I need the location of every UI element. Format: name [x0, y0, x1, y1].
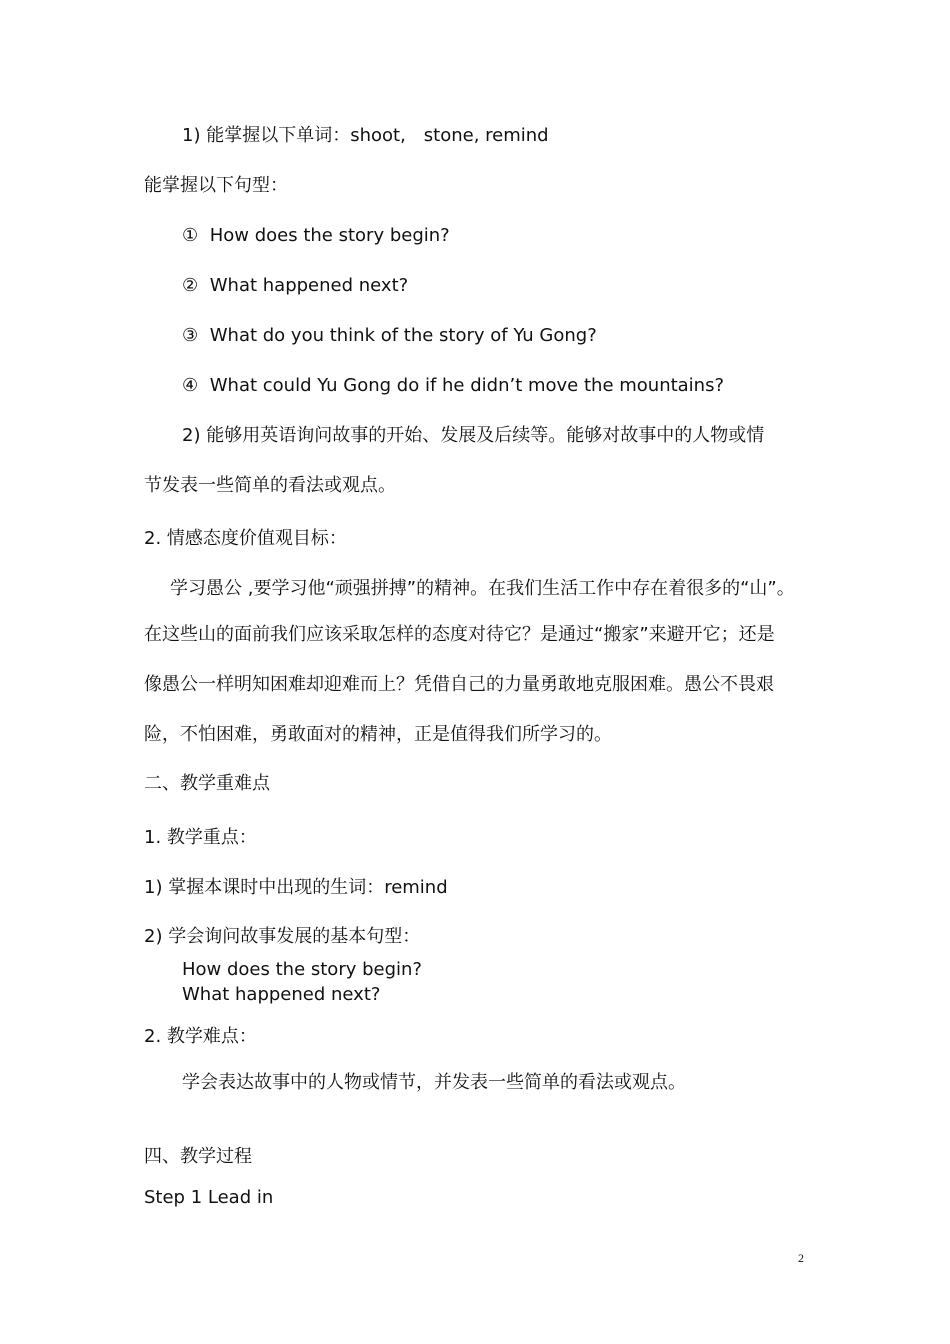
question-item-2: [182, 274, 408, 298]
teaching-key-heading: 1. 教学重点：: [144, 827, 257, 848]
circled-number-3: ③: [182, 325, 199, 346]
question-text-3: What do you think of the story of Yu Gong?: [209, 325, 597, 346]
circled-number-2: ②: [182, 275, 199, 296]
question-item-4: [182, 374, 724, 398]
sentence-pattern-heading: 能掌握以下句型：: [144, 175, 288, 196]
page-number: 2: [798, 1251, 804, 1265]
ability-objective-line-2: 节发表一些简单的看法或观点。: [144, 475, 396, 496]
emotion-objective-heading: 2. 情感态度价值观目标：: [144, 528, 347, 549]
emotion-paragraph-line-2: 在这些山的面前我们应该采取怎样的态度对待它？是通过“搬家”来避开它；还是: [144, 624, 775, 645]
emotion-paragraph-line-4: 险，不怕困难，勇敢面对的精神，正是值得我们所学习的。: [144, 724, 612, 745]
teaching-difficulty-text: 学会表达故事中的人物或情节，并发表一些简单的看法或观点。: [182, 1072, 686, 1093]
step-1-heading: Step 1 Lead in: [144, 1187, 274, 1208]
teaching-difficulty-heading: 2. 教学难点：: [144, 1026, 257, 1047]
question-text-1: How does the story begin?: [209, 225, 450, 246]
question-item-3: [182, 324, 597, 348]
ability-objective-line-1: 2) 能够用英语询问故事的开始、发展及后续等。能够对故事中的人物或情: [182, 425, 765, 446]
teaching-key-item-2: 2) 学会询问故事发展的基本句型：: [144, 926, 421, 947]
teaching-key-item-1: 1) 掌握本课时中出现的生词：remind: [144, 877, 448, 898]
vocabulary-objective: 1) 能掌握以下单词：shoot, stone, remind: [182, 125, 549, 146]
circled-number-1: ①: [182, 225, 199, 246]
emotion-paragraph-line-3: 像愚公一样明知困难却迎难而上？凭借自己的力量勇敢地克服困难。愚公不畏艰: [144, 674, 774, 695]
section-four-heading: 四、教学过程: [144, 1146, 252, 1167]
question-item-1: [182, 224, 450, 248]
emotion-paragraph-line-1: 学习愚公 ,要学习他“顽强拼搏”的精神。在我们生活工作中存在着很多的“山”。: [170, 578, 795, 599]
question-text-2: What happened next?: [209, 275, 409, 296]
teaching-key-sentence-1: How does the story begin?: [182, 959, 422, 980]
question-text-4: What could Yu Gong do if he didn’t move the mountains?: [209, 375, 725, 396]
circled-number-4: ④: [182, 375, 199, 396]
teaching-key-sentence-2: What happened next?: [182, 984, 381, 1005]
section-two-heading: 二、教学重难点: [144, 773, 270, 794]
